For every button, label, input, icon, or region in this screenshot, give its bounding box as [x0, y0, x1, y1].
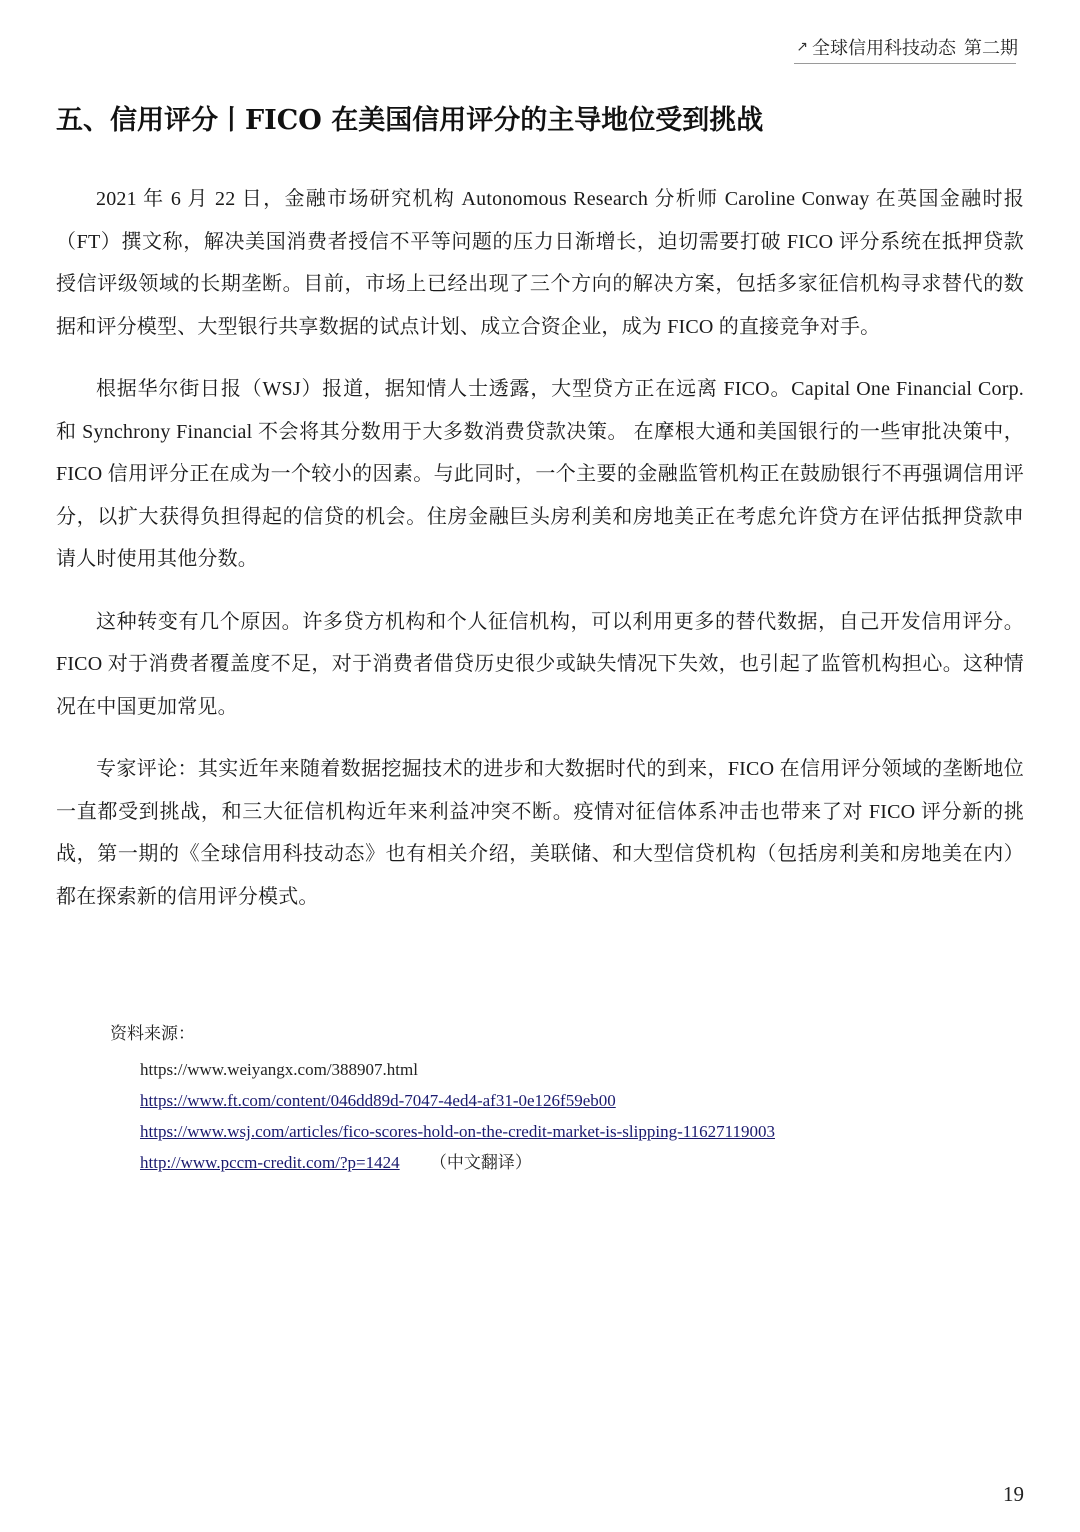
source-link-pccm[interactable]: http://www.pccm-credit.com/?p=1424: [140, 1153, 400, 1172]
page-number: 19: [1003, 1482, 1024, 1506]
section-title: 五、信用评分丨FICO 在美国信用评分的主导地位受到挑战: [56, 105, 764, 136]
sources-section: [110, 1022, 775, 1178]
source-item: [140, 1085, 775, 1116]
paragraph-2: 根据华尔街日报（WSJ）报道，据知情人士透露，大型贷方正在远离 FICO。Capital One Financial Corp. 和 Synchrony Financial 不会将其分数用于大多数消费贷款决策。 在摩根大通和美国银行的一些审批决策中，FICO 信用评分正在成为一个较小的因素。与此同时，一个主要的金融监管机构正在鼓励银行不再强调信用评分，以扩大获得负担得起的信贷的机会。住房金融巨头房利美和房地美正在考虑允许贷方在评估抵押贷款申请人时使用其他分数。: [56, 378, 1024, 570]
source-item: [140, 1116, 775, 1147]
article-body: [56, 178, 1024, 938]
issue-label: 第二期: [964, 38, 1018, 59]
publication-title: 全球信用科技动态: [812, 38, 956, 59]
running-header: [796, 34, 1018, 60]
sources-label: 资料来源：: [110, 1024, 195, 1043]
paragraph-4: 专家评论：其实近年来随着数据挖掘技术的进步和大数据时代的到来，FICO 在信用评分领域的垄断地位一直都受到挑战，和三大征信机构近年来利益冲突不断。疫情对征信体系冲击也带来了对 FICO 评分新的挑战，第一期的《全球信用科技动态》也有相关介绍，美联储、和大型信贷机构（包括房利美和房地美在内）都在探索新的信用评分模式。: [56, 758, 1024, 908]
paragraph-1: 2021 年 6 月 22 日，金融市场研究机构 Autonomous Research 分析师 Caroline Conway 在英国金融时报（FT）撰文称，解决美国消费者授信不平等问题的压力日渐增长，迫切需要打破 FICO 评分系统在抵押贷款授信评级领域的长期垄断。目前，市场上已经出现了三个方向的解决方案，包括多家征信机构寻求替代的数据和评分模型、大型银行共享数据的试点计划、成立合资企业，成为 FICO 的直接竞争对手。: [56, 188, 1024, 338]
source-link-ft[interactable]: https://www.ft.com/content/046dd89d-7047-4ed4-af31-0e126f59eb00: [140, 1091, 616, 1110]
source-link-wsj[interactable]: https://www.wsj.com/articles/fico-scores-hold-on-the-credit-market-is-slipping-11627119003: [140, 1122, 775, 1141]
arrow-up-right-icon: ↗: [796, 39, 808, 55]
paragraph-3: 这种转变有几个原因。许多贷方机构和个人征信机构，可以利用更多的替代数据，自己开发信用评分。FICO 对于消费者覆盖度不足，对于消费者借贷历史很少或缺失情况下失效，也引起了监管机构担心。这种情况在中国更加常见。: [56, 610, 1024, 718]
sources-list: [110, 1054, 775, 1178]
translation-note: （中文翻译）: [429, 1153, 532, 1172]
source-link-weiyangx[interactable]: https://www.weiyangx.com/388907.html: [140, 1060, 418, 1079]
source-item: [140, 1054, 775, 1085]
header-divider: [794, 63, 1016, 64]
source-item: [140, 1147, 775, 1178]
